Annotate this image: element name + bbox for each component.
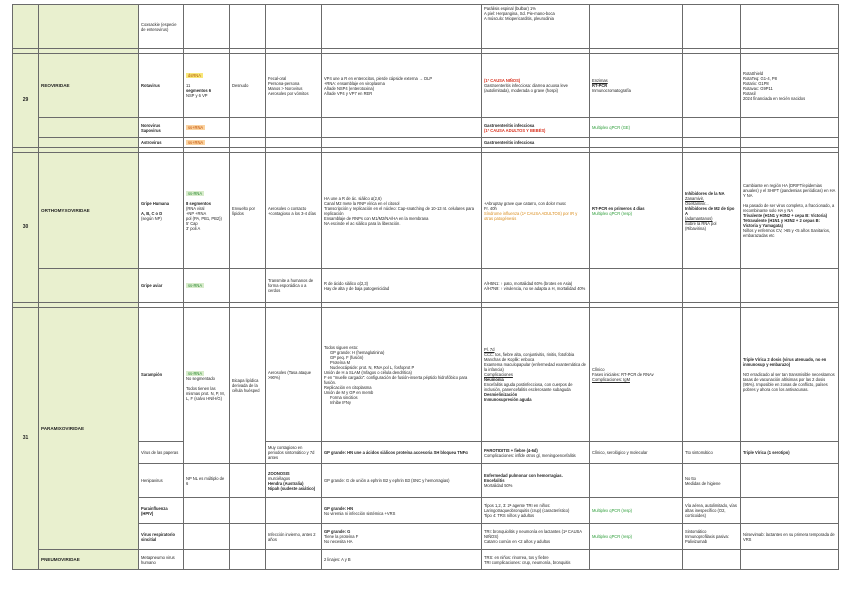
genome-line: 3' poli A bbox=[186, 225, 201, 231]
clinic-line: (1ª CAUSA ADULTOS Y BEBÉS) bbox=[484, 127, 546, 133]
vaccine-line: Cambiante en región HA (DRIFT/epidemias anuales) y el SHIFT (pandemias periódicas) en HA Y NA bbox=[743, 183, 836, 198]
genome-cell: NP NL es múltiplo de 6 bbox=[184, 464, 230, 498]
virus-cell: Virus de las paperas bbox=[139, 442, 184, 464]
transmission-cell: Infección invierno, antes 2 años bbox=[266, 524, 322, 550]
pathogenesis-line: Replicación en citoplasma bbox=[324, 384, 372, 390]
virus-table-page bbox=[12, 4, 838, 599]
pathogenesis-cell bbox=[322, 308, 482, 442]
row-norovirus bbox=[13, 118, 839, 138]
virus-cell: Virus respiratorio sincitial bbox=[139, 524, 184, 550]
diagnosis-cell bbox=[590, 308, 683, 442]
diagnosis-line: Fases iniciales: RT-PCR de RNAv bbox=[592, 372, 654, 377]
transmission-line: Aerosoles o contacto bbox=[268, 205, 307, 211]
treatment-cell: Vía aérea, autolimitado, vías altas inespecífico (O2, corticoides) bbox=[683, 498, 741, 524]
diagnosis-line: Enzimas bbox=[592, 78, 608, 83]
vaccine-line: Ha pasado de ser virus completo, a fraccionado, a recombinante solo HA y NA bbox=[743, 203, 835, 213]
pathogenesis-line: Añade VP4 y VP7 en RER bbox=[324, 90, 373, 96]
pathogenesis-line: No necesita HA bbox=[324, 539, 353, 544]
pathogenesis-line: +RNA: ensamblaje en viroplasma bbox=[324, 80, 385, 86]
clinic-line: Parálisis espinal (bulbar) 1% bbox=[484, 6, 536, 11]
transmission-cell bbox=[266, 464, 322, 498]
vaccine-line: Tetravalente (H1N1 y H3N2 + 2 cepas B: Victoria y Yamagata) bbox=[743, 218, 820, 228]
vaccine-cell bbox=[741, 153, 839, 269]
clinic-line: Complicaciones: inflde otros gl, meningoencefalitis bbox=[484, 452, 576, 458]
virus-cell: Norovirus Sapovirus bbox=[139, 118, 184, 138]
clinic-line: (1ª CAUSA NIÑOS) bbox=[484, 78, 521, 83]
vaccine-line: Trivalente (H1N1 y H3N2 + cepa B: Victoria) bbox=[743, 213, 827, 218]
pathogenesis-cell: GP grande: G de unión a ephrin B2 y ephrin B3 (SNC y hemorragias) bbox=[322, 464, 482, 498]
clinic-cell bbox=[482, 498, 590, 524]
clinic-cell bbox=[482, 550, 590, 570]
clinic-line: Catarro común en <2 años y adultos bbox=[484, 539, 551, 544]
vaccine-line: Rotavac: G9P11 bbox=[743, 85, 773, 91]
clinic-line: Tipos 1,2, 3: 2ª agente TRI en niños: Laringotraqueobronquitis (crup) (característico) bbox=[484, 503, 570, 513]
vaccine-line: Triple Vírica 2 dosis (virus atenuado, no en inmunosup y embarazo) bbox=[743, 357, 827, 367]
clinic-cell bbox=[482, 269, 590, 303]
pathogenesis-cell bbox=[322, 153, 482, 269]
pathogenesis-line: Todos siguen esto: bbox=[324, 344, 359, 350]
treatment-line: Oseltamivir... bbox=[685, 200, 709, 206]
genome-chip: dsRNA bbox=[188, 73, 201, 78]
pathogenesis-cell bbox=[322, 269, 482, 303]
vaccine-line: NO erradicado al ser tan transmisible necesitamos tasas de vacunación altísimas por las 2 dosis (95%). Imposible en zonas de conflicto, países pobres y ahora con los antivacunas. bbox=[743, 372, 835, 392]
treatment-cell bbox=[683, 153, 741, 269]
genome-line: segmentos 6 bbox=[186, 88, 212, 93]
treatment-line: (Ribavirina) bbox=[685, 225, 706, 231]
transmission-cell bbox=[266, 54, 322, 118]
pathogenesis-item: • Nucleocápside: prot. N, RNA pol L, fosfoprot P bbox=[330, 365, 479, 370]
transmission-cell: Muy contagioso en periodos sintomático y 7d antes bbox=[266, 442, 322, 464]
row-metapneumovirus bbox=[13, 550, 839, 570]
genome-cell bbox=[184, 54, 230, 118]
clinic-line: Síndrome influenza (1ª CAUSA ADULTOS) por IR y otras patogénesis bbox=[484, 210, 578, 221]
family-name: ORTHOMYXOVIRIDAE bbox=[39, 153, 139, 269]
clinic-line: A/H7N9: ↑ virulencia, no se adapta a H, mortalidad 40% bbox=[484, 285, 586, 291]
clinic-line: Encefalitis aguda postinfecciosa, con cuerpos de inclusión, panencefalitis esclerosante subaguda bbox=[484, 382, 573, 392]
treatment-cell bbox=[683, 54, 741, 118]
family-name-pneumo: PNEUMOVIRIDAE bbox=[39, 550, 139, 570]
clinic-cell bbox=[482, 5, 590, 49]
genome-line: 8 segmentos bbox=[186, 200, 212, 206]
virus-cell: Parainfluenza (HPIV) bbox=[139, 498, 184, 524]
pathogenesis-line: Tiene la proteína F bbox=[324, 534, 359, 539]
clinic-line: TRS: en niños: rinorrea, tos y fiebre bbox=[484, 554, 549, 560]
pathogenesis-line: VP4 une a R en enterocitos, pierde cápside externa → DLP bbox=[324, 75, 433, 81]
treatment-line: Zanamivir, bbox=[685, 195, 704, 201]
vaccine-cell: Nirsevimab: lactantes en su primera temporada de VRS bbox=[741, 524, 839, 550]
pathogenesis-cell bbox=[322, 498, 482, 524]
clinic-line: PAROTIDITIS + fiebre (4-6d) bbox=[484, 447, 538, 453]
clinic-line: +Abruptay grave que catarro, con dolor musc bbox=[484, 200, 567, 206]
row-astrovirus bbox=[13, 138, 839, 148]
clinic-line: A/H5N1: ↑ pato, mortalidad 60% (brotes en Asia) bbox=[484, 280, 573, 286]
diagnosis-cell bbox=[590, 54, 683, 118]
pathogenesis-cell: 2 linajes: A y B bbox=[322, 550, 482, 570]
clinic-line: Inmunosupresión aguda bbox=[484, 397, 532, 402]
transmission-cell bbox=[266, 153, 322, 269]
diagnosis-line: Multiplex qPCR (resp) bbox=[592, 210, 633, 216]
clinic-line: Pl. 7d bbox=[484, 347, 495, 352]
genome-line: Todos tienen las mismas prot. N, P, M, L, F (salvo HN/H/G) bbox=[186, 385, 225, 401]
clinic-line: Complicaciones bbox=[484, 372, 513, 377]
pathogenesis-line: GP grande: HN bbox=[324, 505, 354, 511]
transmission-line: Persona-persona bbox=[268, 80, 300, 86]
treatment-line: Inhibidores de M2 de tipo A bbox=[685, 205, 735, 216]
pathogenesis-line: Unión de H a SLAM (mfagos o célula dendrítica) bbox=[324, 369, 412, 375]
genome-line: No segmentado bbox=[186, 375, 215, 381]
pathogenesis-item: • Forma sincitios bbox=[330, 395, 479, 400]
clinic-line: Encefalitis bbox=[484, 478, 505, 483]
clinic-line: CCC: tos, fiebre alta, conjuntivitis, rinitis, fotofobia bbox=[484, 352, 575, 357]
pathogenesis-line: Añade NSP4 (enterotoxina) bbox=[324, 85, 375, 91]
family-name: REOVIRIDAE bbox=[39, 54, 139, 118]
treatment-cell bbox=[683, 308, 741, 442]
transmission-line: +contagioso a los 3-4 días bbox=[268, 210, 316, 216]
pathogenesis-line: F en "muelle cargado": configuración de fusión-inserta péptido hidrofóbico para fusión. bbox=[324, 374, 468, 385]
diagnosis-cell: Multiplex qPCR (resp) bbox=[590, 498, 683, 524]
transmission-line: murciélagos bbox=[268, 475, 291, 481]
row-gripe-humana bbox=[13, 153, 839, 269]
pathogenesis-cell bbox=[322, 524, 482, 550]
pathogenesis-line: Ensamblaje de RNPs con M1/M2/NA/HA en la membrana bbox=[324, 215, 429, 221]
diagnosis-cell: Multiplex qPCR (resp) bbox=[590, 524, 683, 550]
virus-table bbox=[12, 4, 839, 570]
envelope-cell: Desnudo bbox=[230, 54, 266, 118]
genome-line: 5' Cap bbox=[186, 220, 198, 226]
row-sarampion bbox=[13, 308, 839, 442]
genome-cell bbox=[184, 153, 230, 269]
row-number: 31 bbox=[13, 308, 39, 570]
virus-cell bbox=[139, 153, 184, 269]
vaccine-cell bbox=[741, 54, 839, 118]
treatment-line: Sobre la RNA pol bbox=[685, 220, 717, 226]
pathogenesis-line: Canal M2 mete la RNP vírica en el citosol bbox=[324, 200, 400, 206]
transmission-line: Nipah (sudeste asiático) bbox=[268, 485, 316, 491]
virus-cell: Sarampión bbox=[139, 308, 184, 442]
genome-cell bbox=[184, 118, 230, 138]
genome-chip: ss-RNA bbox=[188, 370, 203, 376]
diagnosis-line: Clínico bbox=[592, 367, 605, 372]
pathogenesis-item: • GP grande: H (hemaglutinina) bbox=[330, 350, 479, 355]
envelope-cell: Envuelto por lípidos bbox=[230, 153, 266, 269]
diagnosis-line: Inmunocromatografía bbox=[592, 88, 631, 93]
treatment-line: Inhibidores de la NA bbox=[685, 190, 725, 196]
virus-cell: Astrovirus bbox=[139, 138, 184, 148]
clinic-line: A piel: Herpangina, Sd. Pie-mano-boca bbox=[484, 11, 555, 16]
virus-name: Gripe Humana bbox=[141, 200, 169, 206]
pathogenesis-line: No viremia ni infección sistémica +VRS bbox=[324, 510, 396, 516]
treatment-cell bbox=[683, 524, 741, 550]
virus-types: A, B, C o D bbox=[141, 210, 163, 216]
genome-line: 11 bbox=[186, 83, 191, 88]
clinic-line: Manchas de Koplik: enboca bbox=[484, 357, 535, 362]
clinic-line: A músculo: Miopericarditis, pleurodinia bbox=[484, 16, 554, 21]
vaccine-line: Niños y enfermos CV, >65 y <5 años Sanitarios, embarazadas etc bbox=[743, 228, 831, 238]
treatment-line: Sintomático bbox=[685, 529, 707, 534]
virus-cell: Rotavirus bbox=[139, 54, 184, 118]
pathogenesis-line: Unión de M y GP en memb bbox=[324, 389, 374, 395]
genome-cell bbox=[184, 308, 230, 464]
vaccine-line: Rotasil bbox=[743, 90, 756, 96]
pathogenesis-item: • Proteína M bbox=[330, 360, 479, 365]
pathogenesis-line: HA une a R de ác. siálico α(2,6) bbox=[324, 195, 382, 201]
pathogenesis-line: GP grande: G bbox=[324, 529, 351, 534]
genome-line: +NP +RNA bbox=[186, 210, 207, 216]
treatment-line: Inmunoprofilaxis pasiva: Palivizumab bbox=[685, 534, 729, 544]
transmission-line: ZOONOSIS bbox=[268, 470, 290, 476]
diagnosis-line: RT-PCR bbox=[592, 83, 608, 88]
treatment-cell: Tto sintomático bbox=[683, 442, 741, 464]
diagnosis-cell bbox=[590, 153, 683, 269]
clinic-line: Tipo 4: TRS niños y adultos bbox=[484, 513, 535, 518]
transmission-cell: Aerosoles (Tasa ataque >90%) bbox=[266, 308, 322, 442]
genome-line: (RNA viral bbox=[186, 205, 205, 211]
pathogenesis-line: R de ácido siálico α(2,3) bbox=[324, 280, 369, 286]
transmission-line: Manos > Norovirus bbox=[268, 85, 303, 91]
pathogenesis-line: Transcripción y replicación en el núcleo: Cap-snatching de 10-13 nt. celulares para replicación bbox=[324, 205, 475, 216]
clinic-cell bbox=[482, 118, 590, 138]
clinic-line: Mortalidad 50% bbox=[484, 483, 513, 488]
clinic-line: Exantema maculopapular (enfermedad exantemática de la infancia) bbox=[484, 362, 586, 372]
vaccine-cell: Triple Vírica (1 serotipo) bbox=[741, 442, 839, 464]
genome-cell bbox=[184, 138, 230, 148]
treatment-cell bbox=[683, 464, 741, 498]
transmission-line: Hendra (Australia) bbox=[268, 480, 304, 486]
treatment-line: (adamantanos) bbox=[685, 215, 713, 221]
vaccine-cell bbox=[741, 308, 839, 442]
clinic-line: Fr. 40h bbox=[484, 205, 497, 211]
pathogenesis-item: • GP peq. F (fusión) bbox=[330, 355, 479, 360]
clinic-cell: Gastroenteritis infecciosa bbox=[482, 138, 590, 148]
pathogenesis-line: NA escinde el ac siálico para la liberación. bbox=[324, 220, 401, 226]
vaccine-line: 2024 financiada en recién nacidos bbox=[743, 95, 806, 101]
clinic-line: TRI: bronquiolitis y neumonía en lactantes (1ª CAUSA NIÑOS) bbox=[484, 529, 582, 539]
genome-chip: ss+RNA bbox=[188, 125, 204, 130]
virus-types-note: (según NP) bbox=[141, 215, 162, 221]
treatment-line: No tto bbox=[685, 475, 696, 481]
clinic-cell bbox=[482, 524, 590, 550]
pathogenesis-line: Hay de alta y de baja patogenicidad bbox=[324, 285, 390, 291]
clinic-line: Enfermedad pulmonar con hemorragias. bbox=[484, 473, 563, 478]
genome-line: pol (PA, PB1, PB2)) bbox=[186, 215, 222, 221]
row-gripe-aviar bbox=[13, 269, 839, 303]
transmission-line: Aerosoles por vómitos bbox=[268, 90, 309, 96]
virus-cell: Gripe aviar bbox=[139, 269, 184, 303]
clinic-line: Gastroenteritis infecciosa: diarrea acuosa leve (autolimitada), moderada o grave (hospi) bbox=[484, 83, 568, 93]
vaccine-line: RotaTeq: G1-4, P8 bbox=[743, 75, 777, 81]
vaccine-line: Rotarix: G1P8 bbox=[743, 80, 769, 86]
family-name: PARAMIXOVIRIDAE bbox=[39, 308, 139, 550]
genome-chip: ss-RNA bbox=[188, 190, 203, 196]
diagnosis-line: RT-PCR en primeros 4 días bbox=[592, 205, 645, 211]
treatment-line: Medidas de higiene bbox=[685, 480, 721, 486]
row-number: 29 bbox=[13, 54, 39, 148]
virus-cell: Metapneumo virus humano bbox=[139, 550, 184, 570]
row-rotavirus bbox=[13, 54, 839, 118]
diagnosis-line: Complicaciones: IgM bbox=[592, 377, 630, 382]
genome-cell bbox=[184, 269, 230, 303]
transmission-cell: Transmite a humanos de forma esporádica o a cerdos bbox=[266, 269, 322, 303]
row-coxsackie bbox=[13, 5, 839, 49]
clinic-cell bbox=[482, 442, 590, 464]
genome-chip: ss+RNA bbox=[188, 140, 204, 145]
clinic-line: Neumonía bbox=[484, 377, 504, 382]
clinic-cell bbox=[482, 308, 590, 442]
diagnosis-cell: Multiplex qPCR (GE) bbox=[590, 118, 683, 138]
transmission-line: Fecal-oral bbox=[268, 75, 287, 81]
clinic-line: TRI complicaciones: crup, neumonía, bronquitis bbox=[484, 559, 571, 565]
vaccine-line: RotaShield bbox=[743, 70, 764, 76]
genome-chip: ss-RNA bbox=[188, 283, 203, 288]
row-number: 30 bbox=[13, 153, 39, 303]
genome-line: NSP y 6 VP bbox=[186, 93, 208, 98]
clinic-cell bbox=[482, 54, 590, 118]
virus-cell: Henipavirus bbox=[139, 464, 184, 498]
clinic-line: Gastroenteritis infecciosa bbox=[484, 122, 535, 128]
clinic-cell bbox=[482, 464, 590, 498]
clinic-cell bbox=[482, 153, 590, 269]
pathogenesis-item: • Inhibe IFNγ bbox=[330, 400, 479, 405]
virus-cell: Coxsackie (especie de enterovirus) bbox=[139, 5, 184, 49]
pathogenesis-cell bbox=[322, 54, 482, 118]
clinic-line: Desmielinización bbox=[484, 392, 518, 397]
envelope-cell: Bicapa lipídica derivada de la célula huésped bbox=[230, 308, 266, 464]
diagnosis-cell: Clínico, serológico y molecular bbox=[590, 442, 683, 464]
pathogenesis-cell: GP grande: HN une a ácidos siálicos proteína accesoria SH bloquea TNFα bbox=[322, 442, 482, 464]
